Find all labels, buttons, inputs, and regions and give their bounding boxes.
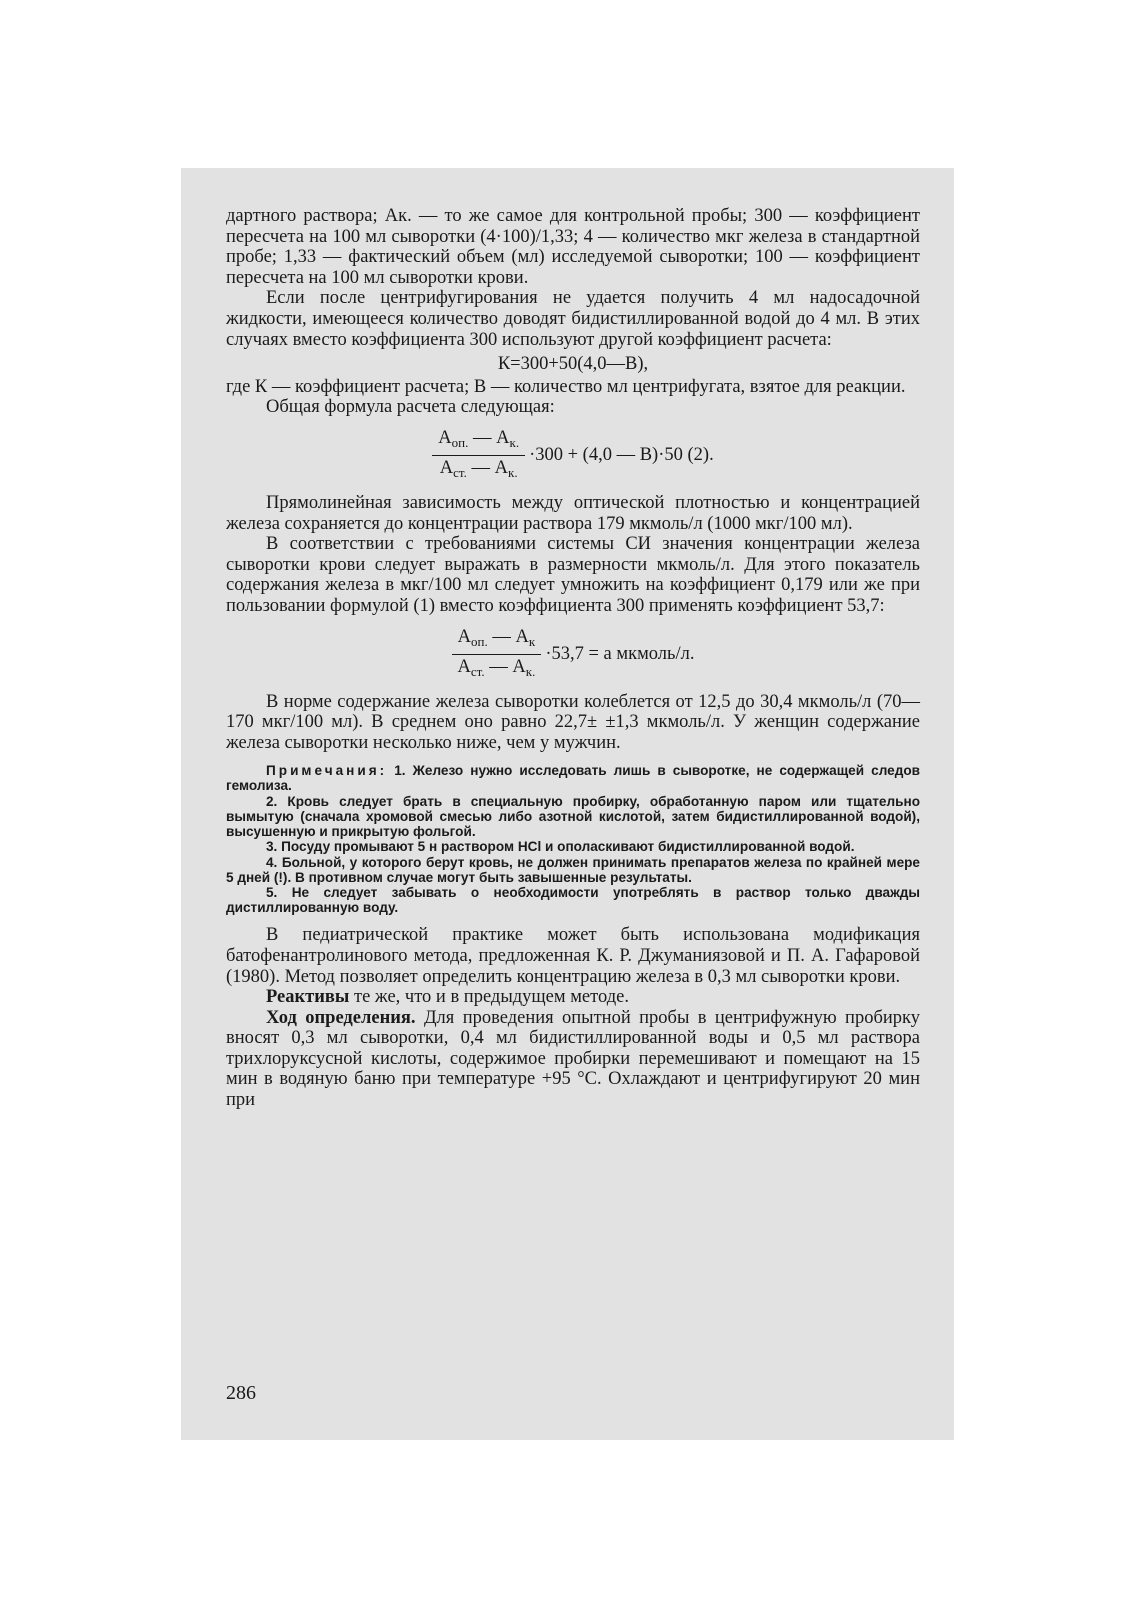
formula-3-denominator: $A_{ст.}$ — $A_{к.}$: [457, 656, 536, 679]
paragraph-3: где К — коэффициент расчета; В — количество мл центрифугата, взятое для реакции.: [226, 376, 906, 397]
formula-3-tail: ·53,7 = a мкмоль/л.: [545, 643, 695, 664]
formula-2: [226, 426, 920, 485]
paragraph-2: Если после центрифугирования не удается получить 4 мл надосадочной жидкости, имеющееся количество доводят бидистиллированной водой до 4 мл. В этих случаях вместо коэффициента 300 используют другой коэффициент расчета:: [226, 288, 920, 350]
procedure-label: Ход определения.: [266, 1007, 416, 1028]
paragraph-1: дартного раствора; Aк. — то же самое для контрольной пробы; 300 — коэффициент пересчета на 100 мл сыворотки (4·100)/1,33; 4 — количество мкг железа в стандартной пробе; 1,33 — фактический объем (мл) исследуемой сыворотки; 100 — коэффициент пересчета на 100 мл сыворотки крови.: [226, 206, 920, 288]
notes-block: [226, 763, 920, 915]
notes-label: Примечания:: [266, 763, 388, 779]
paragraph-7: В норме содержание железа сыворотки колеблется от 12,5 до 30,4 мкмоль/л (70—170 мкг/100 мл). В среднем оно равно 22,7± ±1,3 мкмоль/л. У женщин содержание железа сыворотки несколько ниже, чем у мужчин.: [226, 691, 920, 753]
note-4: 4. Больной, у которого берут кровь, не должен принимать препаратов железа по крайней мере 5 дней (!). В противном случае могут быть завышенные результаты.: [226, 854, 920, 885]
formula-3-fraction: [452, 625, 542, 684]
paragraph-6: В соответствии с требованиями системы СИ значения концентрации железа сыворотки крови следует выражать в размерности мкмоль/л. Для этого показатель содержания железа в мкг/100 мл следует умножить на коэффициент 0,179 или же при пользовании формулой (1) вместо коэффициента 300 применять коэффициент 53,7:: [226, 534, 920, 616]
note-3: 3. Посуду промывают 5 н раствором HCl и ополаскивают бидистиллированной водой.: [266, 839, 855, 855]
formula-2-numerator: $A_{оп.}$ — $A_{к.}$: [432, 426, 525, 456]
paragraph-4: Общая формула расчета следующая:: [266, 397, 555, 418]
page-number: 286: [226, 1382, 256, 1404]
paragraph-5: Прямолинейная зависимость между оптической плотностью и концентрацией железа сохраняется до концентрации раствора 179 мкмоль/л (1000 мкг/100 мл).: [226, 492, 920, 534]
formula-2-denominator: $A_{ст.}$ — $A_{к.}$: [439, 457, 518, 480]
formula-2-fraction: [432, 426, 525, 485]
formula-2-tail: ·300 + (4,0 — В)·50 (2).: [529, 444, 714, 465]
note-2: 2. Кровь следует брать в специальную пробирку, обработанную паром или тщательно вымытую (сначала хромовой смесью либо азотной кислотой, затем бидистиллированной водой), высушенную и прикрытую фольгой.: [226, 793, 920, 840]
paragraph-8: В педиатрической практике может быть использована модификация батофенантролинового метода, предложенная К. Р. Джуманиязовой и П. А. Гафаровой (1980). Метод позволяет определить концентрацию железа в 0,3 мл сыворотки крови.: [226, 925, 920, 987]
paragraph-reagents: Реактивы те же, что и в предыдущем методе.: [266, 987, 629, 1008]
paragraph-procedure: Ход определения. Для проведения опытной пробы в центрифужную пробирку вносят 0,3 мл сыворотки, 0,4 мл бидистиллированной воды и 0,5 мл раствора трихлоруксусной кислоты, содержимое пробирки перемешивают и помещают на 15 мин в водяную баню при температуре +95 °С. Охлаждают и центрифугируют 20 мин при: [226, 1007, 920, 1111]
note-5: 5. Не следует забывать о необходимости употреблять в раствор только дважды дистиллированную воду.: [226, 884, 920, 916]
formula-3-numerator: $A_{оп.}$ — $A_к$: [452, 625, 542, 655]
reagents-label: Реактивы: [266, 987, 350, 1008]
formula-k: К=300+50(4,0—В),: [497, 354, 649, 375]
formula-3: [226, 625, 920, 684]
note-1: Примечания: 1. Железо нужно исследовать лишь в сыворотке, не содержащей следов гемолиза.: [226, 763, 920, 794]
page-body: [226, 206, 920, 1111]
